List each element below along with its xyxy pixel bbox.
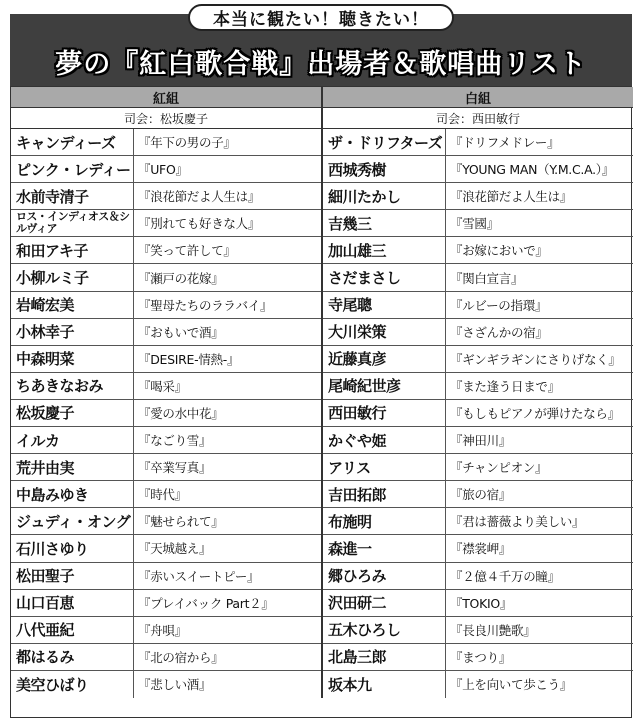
song-title: 『天城越え』 [138, 541, 212, 557]
artist-name: 布施明 [323, 508, 446, 534]
artist-name: 小林幸子 [11, 319, 134, 345]
red-team-host: 司会：松坂慶子 [11, 108, 321, 129]
song-title: 『浪花節だよ人生は』 [138, 189, 261, 205]
table-row [11, 237, 321, 264]
page-title: 夢の『紅白歌合戦』出場者＆歌唱曲リスト [55, 48, 587, 80]
table-row [11, 400, 321, 427]
red-team-rows [11, 129, 321, 698]
song-title: 『雪國』 [450, 216, 499, 232]
artist-name: ザ・ドリフターズ [323, 129, 446, 155]
artist-name: 坂本九 [323, 671, 446, 698]
artist-name: 松田聖子 [11, 563, 134, 589]
song-title: 『もしもピアノが弾けたなら』 [450, 405, 620, 421]
white-team-header: 白組 [323, 87, 633, 108]
song-title: 『北の宿から』 [138, 649, 224, 665]
song-title: 『襟裳岬』 [450, 541, 512, 557]
table-row [11, 671, 321, 698]
artist-name: 五木ひろし [323, 617, 446, 643]
song-title: 『悲しい酒』 [138, 677, 212, 693]
artist-name: 美空ひばり [11, 671, 134, 698]
song-title: 『魅せられて』 [138, 514, 224, 530]
artist-name: 水前寺清子 [11, 183, 134, 209]
header [0, 0, 640, 86]
white-team-rows [323, 129, 633, 698]
song-title: 『笑って許して』 [138, 243, 236, 259]
table-row [323, 617, 633, 644]
song-title: 『関白宣言』 [450, 270, 524, 286]
song-title: 『お嫁においで』 [450, 243, 548, 259]
table-row [323, 481, 633, 508]
song-title: 『卒業写真』 [138, 460, 212, 476]
table-row [11, 319, 321, 346]
artist-name: 中森明菜 [11, 346, 134, 372]
song-title: 『浪花節だよ人生は』 [450, 189, 573, 205]
song-title: 『チャンピオン』 [450, 460, 548, 476]
song-title: 『舟唄』 [138, 622, 187, 638]
song-title: 『ルビーの指環』 [450, 297, 548, 313]
artist-name: 郷ひろみ [323, 563, 446, 589]
table-row [11, 373, 321, 400]
artist-name: ピンク・レディー [11, 156, 134, 182]
artist-name: キャンディーズ [11, 129, 134, 155]
artist-name: 吉幾三 [323, 210, 446, 236]
artist-name: 北島三郎 [323, 644, 446, 670]
artist-name: 寺尾聰 [323, 292, 446, 318]
table-row [11, 292, 321, 319]
table-row [11, 617, 321, 644]
table-row [323, 671, 633, 698]
artist-name: 山口百恵 [11, 590, 134, 616]
song-title: 『神田川』 [450, 433, 512, 449]
artist-name: 八代亜紀 [11, 617, 134, 643]
song-title: 『まつり』 [450, 649, 512, 665]
kicker-text: 本当に観たい！聴きたい！ [188, 4, 454, 31]
table-row [11, 535, 321, 562]
lineup-table [10, 86, 632, 718]
song-title: 『君は薔薇より美しい』 [450, 514, 585, 530]
table-row [323, 400, 633, 427]
song-title: 『別れても好きな人』 [138, 216, 261, 232]
artist-name: 小柳ルミ子 [11, 264, 134, 290]
table-row [11, 129, 321, 156]
artist-name: ちあきなおみ [11, 373, 134, 399]
song-title: 『プレイバック Part２』 [138, 595, 274, 611]
song-title: 『UFO』 [138, 162, 188, 178]
artist-name: 西城秀樹 [323, 156, 446, 182]
song-title: 『おもいで酒』 [138, 324, 224, 340]
artist-name: 都はるみ [11, 644, 134, 670]
artist-name: アリス [323, 454, 446, 480]
artist-name: 沢田研二 [323, 590, 446, 616]
artist-name: 石川さゆり [11, 535, 134, 561]
table-row [323, 563, 633, 590]
table-row [11, 563, 321, 590]
artist-name: さだまさし [323, 264, 446, 290]
artist-name: イルカ [11, 427, 134, 453]
table-row [323, 129, 633, 156]
table-row [11, 427, 321, 454]
artist-name: 加山雄三 [323, 237, 446, 263]
table-row [323, 319, 633, 346]
table-row [323, 292, 633, 319]
song-title: 『また逢う日まで』 [450, 378, 560, 394]
artist-name: かぐや姫 [323, 427, 446, 453]
song-title: 『さざんかの宿』 [450, 324, 548, 340]
artist-name: 尾崎紀世彦 [323, 373, 446, 399]
song-title: 『旅の宿』 [450, 487, 512, 503]
song-title: 『TOKIO』 [450, 595, 513, 611]
song-title: 『DESIRE-情熱-』 [138, 351, 240, 367]
song-title: 『聖母たちのララバイ』 [138, 297, 273, 313]
artist-name: 中島みゆき [11, 481, 134, 507]
table-row [11, 264, 321, 291]
table-row [323, 264, 633, 291]
table-row [11, 454, 321, 481]
red-team-header: 紅組 [11, 87, 321, 108]
table-row [323, 427, 633, 454]
song-title: 『ギンギラギンにさりげなく』 [450, 351, 621, 367]
table-row [323, 210, 633, 237]
table-row [323, 590, 633, 617]
table-row [323, 454, 633, 481]
table-row [323, 535, 633, 562]
table-row [11, 346, 321, 373]
table-row [11, 156, 321, 183]
artist-name: 荒井由実 [11, 454, 134, 480]
artist-name: 和田アキ子 [11, 237, 134, 263]
table-row [323, 346, 633, 373]
table-row [11, 183, 321, 210]
artist-name: 西田敏行 [323, 400, 446, 426]
song-title: 『喝采』 [138, 378, 187, 394]
artist-name: 森進一 [323, 535, 446, 561]
artist-name: 細川たかし [323, 183, 446, 209]
song-title: 『赤いスイートピー』 [138, 568, 260, 584]
table-row [323, 156, 633, 183]
table-row [323, 183, 633, 210]
song-title: 『２億４千万の瞳』 [450, 568, 560, 584]
artist-name: 松坂慶子 [11, 400, 134, 426]
song-title: 『YOUNG MAN（Y.M.C.A.）』 [450, 162, 614, 178]
artist-name: 岩崎宏美 [11, 292, 134, 318]
song-title: 『長良川艶歌』 [450, 622, 536, 638]
table-row [11, 644, 321, 671]
artist-name: 近藤真彦 [323, 346, 446, 372]
red-team-column [11, 87, 321, 698]
table-row [323, 644, 633, 671]
artist-name: 大川栄策 [323, 319, 446, 345]
white-team-host: 司会：西田敏行 [323, 108, 633, 129]
white-team-column [321, 87, 633, 698]
table-row [323, 373, 633, 400]
table-row [11, 590, 321, 617]
artist-name: ロス・インディオス＆シルヴィア [11, 210, 134, 236]
song-title: 『時代』 [138, 487, 187, 503]
song-title: 『瀬戸の花嫁』 [138, 270, 224, 286]
table-row [11, 210, 321, 237]
table-row [11, 508, 321, 535]
song-title: 『年下の男の子』 [138, 135, 236, 151]
song-title: 『愛の水中花』 [138, 405, 224, 421]
song-title: 『なごり雪』 [138, 433, 212, 449]
artist-name: 吉田拓郎 [323, 481, 446, 507]
song-title: 『ドリフメドレー』 [450, 135, 560, 151]
table-row [11, 481, 321, 508]
song-title: 『上を向いて歩こう』 [450, 677, 573, 693]
table-row [323, 508, 633, 535]
artist-name: ジュディ・オング [11, 508, 134, 534]
table-row [323, 237, 633, 264]
